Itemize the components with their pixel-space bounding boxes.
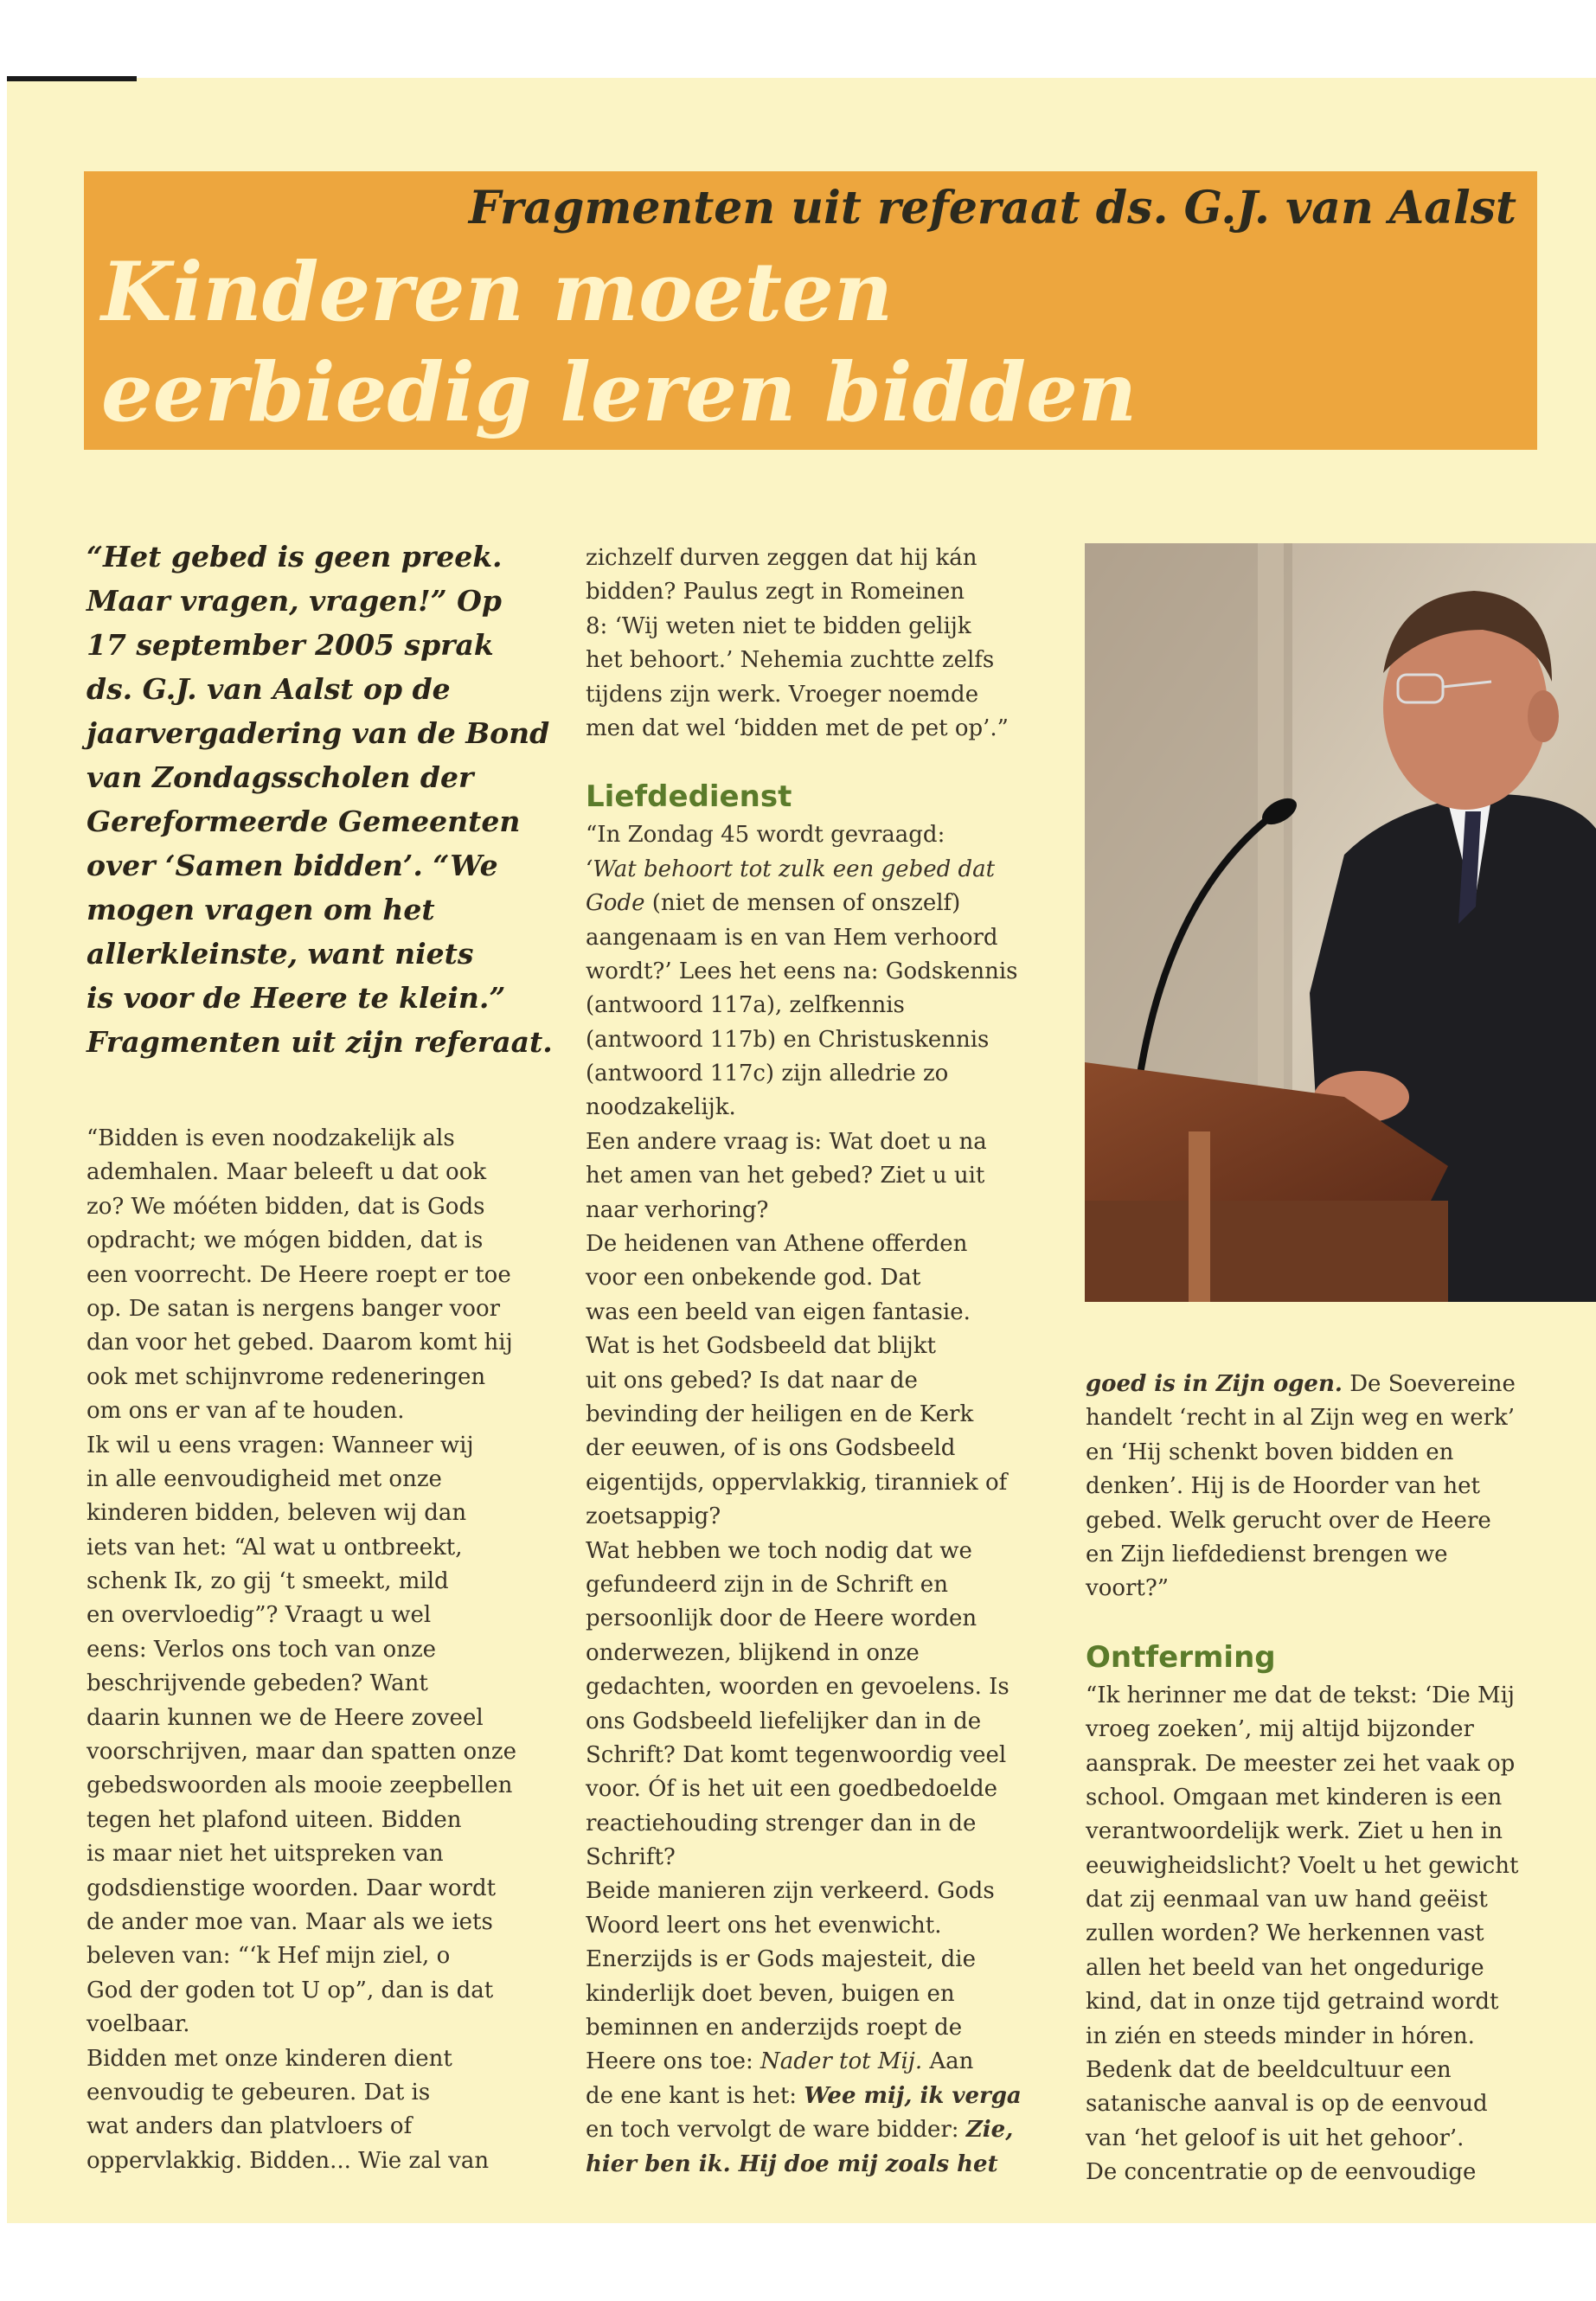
text-line: in alle eenvoudigheid met onze bbox=[87, 1465, 442, 1492]
text-line: De heidenen van Athene offerden bbox=[586, 1231, 968, 1258]
text-line: eeuwigheidslicht? Voelt u het gewicht bbox=[1086, 1852, 1519, 1879]
text-line: schenk Ik, zo gij ‘t smeekt, mild bbox=[87, 1568, 449, 1595]
text-line: voor een onbekende god. Dat bbox=[586, 1265, 921, 1292]
text-line: is maar niet het uitspreken van bbox=[87, 1841, 444, 1868]
text-line: opdracht; we mógen bidden, dat is bbox=[87, 1227, 484, 1254]
text-line: (antwoord 117a), zelfkennis bbox=[586, 992, 905, 1019]
text-line: Maar vragen, vragen!” Op bbox=[87, 584, 502, 618]
text-line: voort?” bbox=[1086, 1575, 1170, 1602]
text-line: Enerzijds is er Gods majesteit, die bbox=[586, 1946, 976, 1973]
text-line: kinderlijk doet beven, buigen en bbox=[586, 1980, 955, 2007]
text-line: De concentratie op de eenvoudige bbox=[1086, 2159, 1477, 2186]
text-line: gedachten, woorden en gevoelens. Is bbox=[586, 1674, 1010, 1701]
text-line: gebedswoorden als mooie zeepbellen bbox=[87, 1772, 513, 1799]
page-title bbox=[101, 242, 1137, 443]
text-line: eenvoudig te gebeuren. Dat is bbox=[87, 2079, 431, 2106]
text-line: zichzelf durven zeggen dat hij kán bbox=[586, 545, 977, 571]
text-line: wat anders dan platvloers of bbox=[87, 2113, 413, 2140]
text-line: ademhalen. Maar beleeft u dat ook bbox=[87, 1159, 487, 1186]
text-line: 17 september 2005 sprak bbox=[87, 628, 494, 662]
text-line: noodzakelijk. bbox=[586, 1094, 736, 1121]
text-line: voor. Óf is het uit een goedbedoelde bbox=[586, 1776, 998, 1803]
text-line: dat zij eenmaal van uw hand geëist bbox=[1086, 1887, 1488, 1913]
text-line: zo? We móéten bidden, dat is Gods bbox=[87, 1193, 485, 1220]
text-line bbox=[586, 2080, 1035, 2113]
text-line: men dat wel ‘bidden met de pet op’.” bbox=[586, 715, 1009, 741]
text-fragment: en toch vervolgt de ware bidder: bbox=[586, 2117, 966, 2144]
text-line: kinderen bidden, beleven wij dan bbox=[87, 1500, 467, 1527]
text-line: wordt?’ Lees het eens na: Godskennis bbox=[586, 958, 1018, 984]
text-line: van ‘het geloof is uit het gehoor’. bbox=[1086, 2125, 1465, 2151]
text-line: tijdens zijn werk. Vroeger noemde bbox=[586, 681, 979, 708]
text-line: der eeuwen, of is ons Godsbeeld bbox=[586, 1435, 956, 1462]
text-line: en overvloedig”? Vraagt u wel bbox=[87, 1602, 432, 1629]
text-fragment: Gode bbox=[586, 890, 645, 917]
text-fragment: Zie, bbox=[965, 2117, 1014, 2144]
text-line: allen het beeld van het ongedurige bbox=[1086, 1954, 1484, 1981]
text-fragment: Nader tot Mij. bbox=[760, 2048, 923, 2075]
text-line: handelt ‘recht in al Zijn weg en werk’ bbox=[1086, 1405, 1516, 1432]
text-line: verantwoordelijk werk. Ziet u hen in bbox=[1086, 1818, 1503, 1845]
text-line: naar verhoring? bbox=[586, 1196, 769, 1223]
text-line: “Het gebed is geen preek. bbox=[87, 540, 503, 574]
text-line: Ik wil u eens vragen: Wanneer wij bbox=[87, 1432, 474, 1458]
text-line: onderwezen, blijkend in onze bbox=[586, 1639, 920, 1666]
text-line: 8: ‘Wij weten niet te bidden gelijk bbox=[586, 612, 971, 639]
intro-lead bbox=[87, 535, 571, 1064]
text-line: “Bidden is even noodzakelijk als bbox=[87, 1125, 455, 1151]
title-line: Kinderen moeten bbox=[101, 245, 894, 340]
text-line: “Ik herinner me dat de tekst: ‘Die Mij bbox=[1086, 1682, 1515, 1708]
text-line: het amen van het gebed? Ziet u uit bbox=[586, 1163, 985, 1189]
title-line: eerbiedig leren bidden bbox=[101, 345, 1138, 440]
text-line: (antwoord 117b) en Christuskennis bbox=[586, 1026, 990, 1053]
text-line: Bidden met onze kinderen dient bbox=[87, 2045, 452, 2072]
text-line: eens: Verlos ons toch van onze bbox=[87, 1636, 437, 1663]
text-line: in zién en steeds minder in hóren. bbox=[1086, 2022, 1475, 2049]
speaker-photo bbox=[1085, 543, 1596, 1302]
text-line: voelbaar. bbox=[87, 2011, 190, 2038]
text-line: persoonlijk door de Heere worden bbox=[586, 1606, 977, 1632]
text-line: het behoort.’ Nehemia zuchtte zelfs bbox=[586, 647, 995, 674]
text-line: zullen worden? We herkennen vast bbox=[1086, 1920, 1484, 1947]
text-line: voorschrijven, maar dan spatten onze bbox=[87, 1739, 516, 1766]
text-line: beminnen en anderzijds roept de bbox=[586, 2015, 963, 2041]
top-rule bbox=[7, 76, 137, 81]
text-line: om ons er van af te houden. bbox=[87, 1398, 405, 1425]
text-line: zoetsappig? bbox=[586, 1503, 721, 1530]
text-line: ‘Wat behoort tot zulk een gebed dat bbox=[586, 856, 996, 882]
text-line: uit ons gebed? Is dat naar de bbox=[586, 1367, 918, 1394]
column-2 bbox=[586, 542, 1035, 2182]
text-line: God der goden tot U op”, dan is dat bbox=[87, 1977, 494, 2003]
text-line: een voorrecht. De Heere roept er toe bbox=[87, 1261, 511, 1288]
text-line: ons Godsbeeld liefelijker dan in de bbox=[586, 1708, 982, 1734]
text-line: dan voor het gebed. Daarom komt hij bbox=[87, 1330, 513, 1356]
text-fragment: Aan bbox=[922, 2048, 974, 2075]
text-line: reactiehouding strenger dan in de bbox=[586, 1810, 977, 1836]
text-line: en Zijn liefdedienst brengen we bbox=[1086, 1541, 1448, 1567]
text-line: Bedenk dat de beeldcultuur een bbox=[1086, 2057, 1452, 2084]
text-line: Schrift? bbox=[586, 1844, 676, 1871]
section-heading-ontferming: Ontferming bbox=[1086, 1639, 1276, 1675]
text-line bbox=[586, 2045, 1035, 2079]
text-line: iets van het: “Al wat u ontbreekt, bbox=[87, 1534, 463, 1561]
text-fragment: goed is in Zijn ogen. bbox=[1086, 1371, 1343, 1397]
text-line: oppervlakkig. Bidden... Wie zal van bbox=[87, 2147, 490, 2174]
speaker-illustration bbox=[1085, 543, 1596, 1302]
text-line: bidden? Paulus zegt in Romeinen bbox=[586, 579, 965, 606]
text-line: beschrijvende gebeden? Want bbox=[87, 1670, 428, 1697]
text-line: daarin kunnen we de Heere zoveel bbox=[87, 1704, 484, 1731]
text-line: en ‘Hij schenkt boven bidden en bbox=[1086, 1439, 1454, 1465]
text-line: Woord leert ons het evenwicht. bbox=[586, 1912, 942, 1939]
text-line: de ander moe van. Maar als we iets bbox=[87, 1908, 493, 1935]
text-line: Fragmenten uit zijn referaat. bbox=[87, 1025, 553, 1059]
text-line: vroeg zoeken’, mij altijd bijzonder bbox=[1086, 1716, 1474, 1743]
text-line bbox=[586, 2113, 1035, 2147]
text-line: hier ben ik. Hij doe mij zoals het bbox=[586, 2150, 998, 2177]
text-line: bevinding der heiligen en de Kerk bbox=[586, 1400, 974, 1427]
text-line: Wat is het Godsbeeld dat blijkt bbox=[586, 1333, 936, 1360]
text-line: gebed. Welk gerucht over de Heere bbox=[1086, 1507, 1491, 1534]
text-line: (antwoord 117c) zijn alledrie zo bbox=[586, 1061, 949, 1087]
text-line bbox=[1086, 1368, 1544, 1401]
text-fragment: De Soevereine bbox=[1342, 1371, 1516, 1397]
text-fragment: de ene kant is het: bbox=[586, 2082, 804, 2109]
text-line: ook met schijnvrome redeneringen bbox=[87, 1363, 486, 1390]
text-line: satanische aanval is op de eenvoud bbox=[1086, 2091, 1488, 2118]
text-line: denken’. Hij is de Hoorder van het bbox=[1086, 1473, 1480, 1500]
text-line: op. De satan is nergens banger voor bbox=[87, 1295, 501, 1322]
text-line: kind, dat in onze tijd getraind wordt bbox=[1086, 1989, 1499, 2016]
header-banner bbox=[84, 171, 1537, 450]
text-line bbox=[586, 887, 1035, 920]
kicker: Fragmenten uit referaat ds. G.J. van Aalst bbox=[468, 182, 1516, 234]
text-line: aangenaam is en van Hem verhoord bbox=[586, 924, 998, 951]
column-3 bbox=[1086, 1368, 1544, 2190]
text-line: aansprak. De meester zei het vaak op bbox=[1086, 1750, 1516, 1777]
text-fragment: (niet de mensen of onszelf) bbox=[644, 890, 961, 917]
text-line: godsdienstige woorden. Daar wordt bbox=[87, 1875, 497, 1901]
text-line: was een beeld van eigen fantasie. bbox=[586, 1298, 971, 1325]
text-line: mogen vragen om het bbox=[87, 893, 435, 926]
text-line: over ‘Samen bidden’. “We bbox=[87, 849, 498, 882]
text-line: van Zondagsscholen der bbox=[87, 760, 474, 794]
text-line: Een andere vraag is: Wat doet u na bbox=[586, 1128, 987, 1155]
text-line: Gereformeerde Gemeenten bbox=[87, 804, 521, 838]
text-fragment: Wee mij, ik verga bbox=[804, 2082, 1022, 2109]
text-line: gefundeerd zijn in de Schrift en bbox=[586, 1571, 948, 1598]
text-fragment: Heere ons toe: bbox=[586, 2048, 761, 2075]
section-heading-liefdedienst: Liefdedienst bbox=[586, 779, 792, 815]
text-line: is voor de Heere te klein.” bbox=[87, 981, 506, 1015]
text-line: Wat hebben we toch nodig dat we bbox=[586, 1537, 972, 1564]
text-line: ds. G.J. van Aalst op de bbox=[87, 672, 451, 706]
column-1 bbox=[87, 1122, 545, 2178]
text-line: school. Omgaan met kinderen is een bbox=[1086, 1784, 1503, 1811]
text-line: Schrift? Dat komt tegenwoordig veel bbox=[586, 1741, 1007, 1768]
text-line: beleven van: “‘k Hef mijn ziel, o bbox=[87, 1943, 451, 1970]
text-line: “In Zondag 45 wordt gevraagd: bbox=[586, 822, 945, 849]
text-line: jaarvergadering van de Bond bbox=[87, 716, 550, 750]
text-line: Beide manieren zijn verkeerd. Gods bbox=[586, 1878, 995, 1905]
text-line: allerkleinste, want niets bbox=[87, 937, 474, 971]
text-line: eigentijds, oppervlakkig, tiranniek of bbox=[586, 1469, 1008, 1496]
text-line: tegen het plafond uiteen. Bidden bbox=[87, 1806, 462, 1833]
